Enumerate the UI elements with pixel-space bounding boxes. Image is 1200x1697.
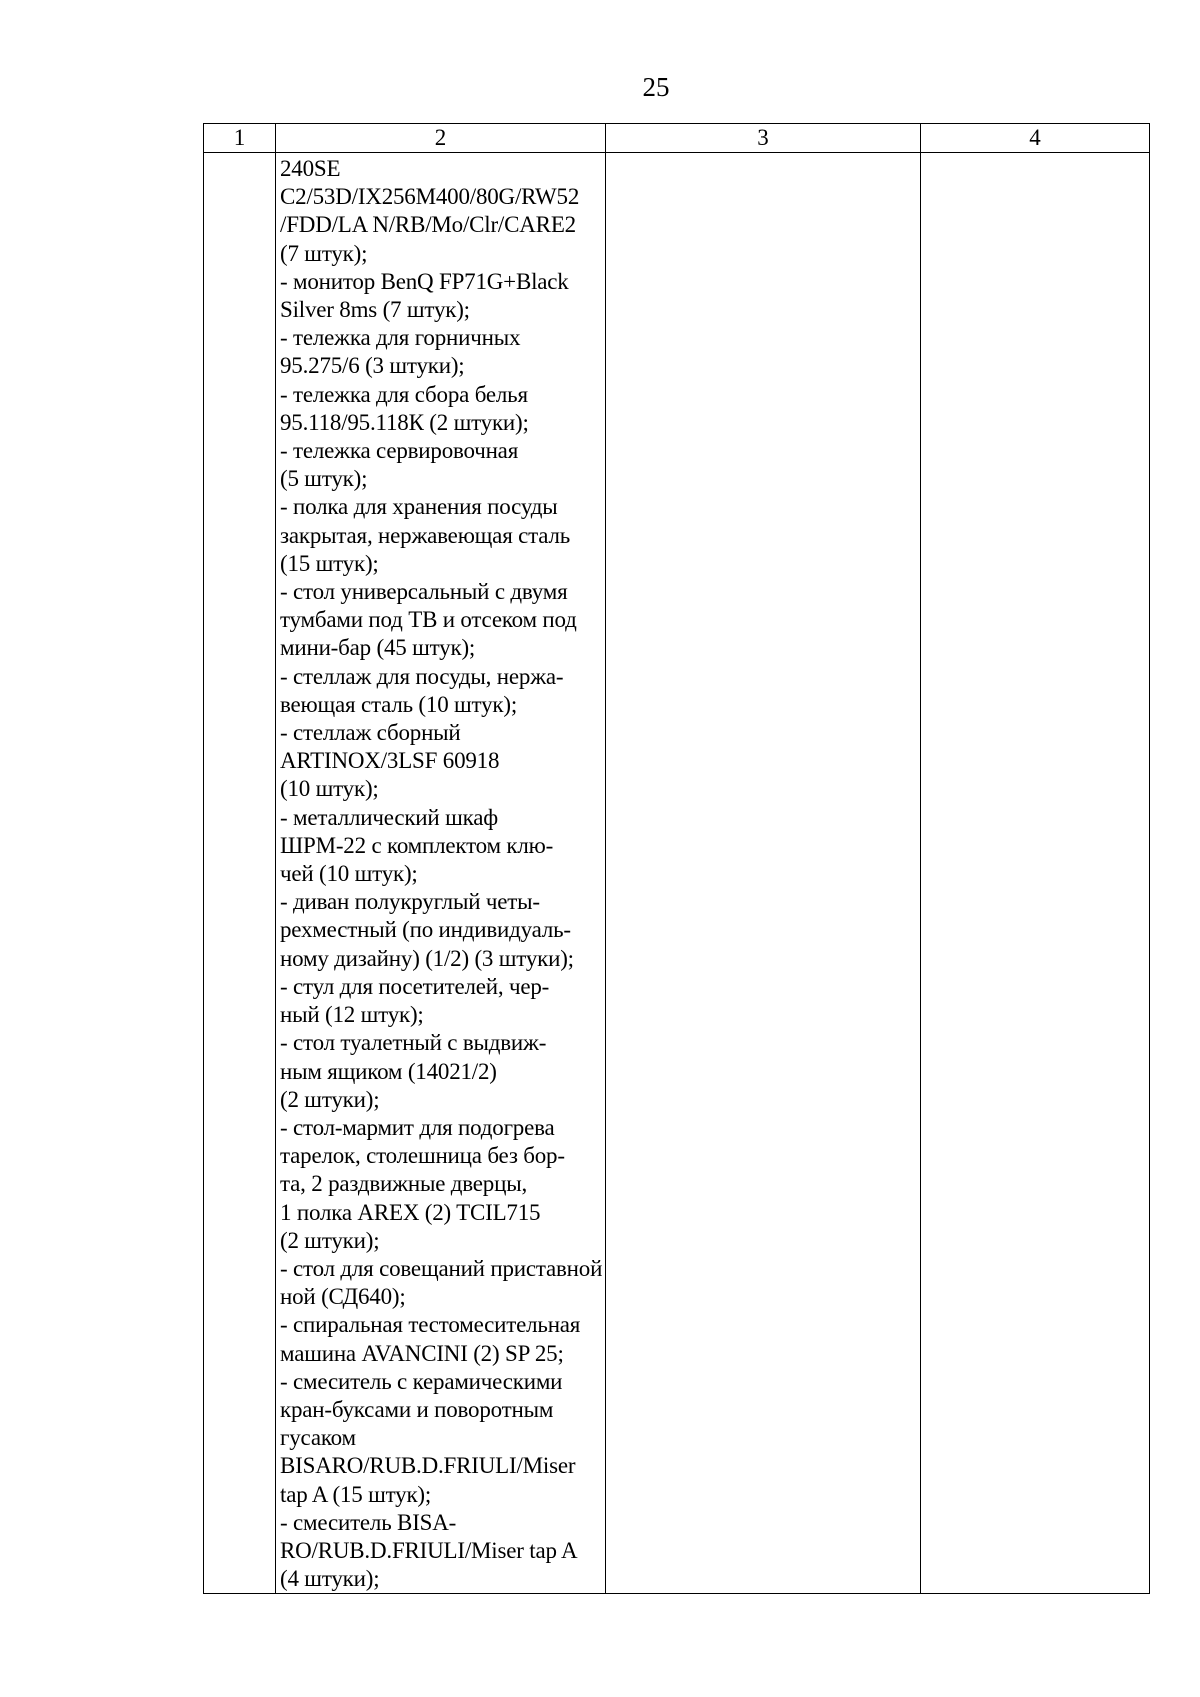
item-text-line: tap A (15 штук); bbox=[280, 1481, 432, 1507]
item-text-line: ному дизайну) (1/2) (3 штуки); bbox=[280, 945, 574, 971]
item-text-line: 95.275/6 (3 штуки); bbox=[280, 353, 465, 379]
header-cell-1: 1 bbox=[204, 124, 276, 153]
item-text-line: чей (10 штук); bbox=[280, 861, 418, 887]
item-text-line: (15 штук); bbox=[280, 550, 379, 576]
item-text-line: - смеситель с керамическими bbox=[280, 1368, 563, 1394]
item-text-line: закрытая, нержавеющая сталь bbox=[280, 522, 571, 548]
page-number: 25 bbox=[642, 72, 670, 102]
item-text-line: (2 штуки); bbox=[280, 1086, 380, 1112]
item-text-line: - стеллаж для посуды, нержа- bbox=[280, 663, 564, 689]
item-text-line: C2/53D/IX256M400/80G/RW52 bbox=[280, 184, 580, 210]
header-cell-2: 2 bbox=[276, 124, 606, 153]
equipment-table bbox=[203, 123, 1150, 1594]
cell-column-1 bbox=[204, 153, 276, 1594]
item-text-line: /FDD/LA N/RB/Mo/Clr/CARE2 bbox=[280, 212, 576, 238]
item-text-line: - тележка для сбора белья bbox=[280, 381, 528, 407]
item-text-line: 1 полка AREX (2) TCIL715 bbox=[280, 1199, 541, 1225]
item-text-line: ный (12 штук); bbox=[280, 1002, 424, 1028]
item-text-line: (2 штуки); bbox=[280, 1227, 380, 1253]
item-text-line: - тележка для горничных bbox=[280, 325, 521, 351]
item-text-line: - тележка сервировочная bbox=[280, 438, 519, 464]
item-text-line: RO/RUB.D.FRIULI/Miser tap A bbox=[280, 1537, 578, 1563]
item-text-line: - полка для хранения посуды bbox=[280, 494, 558, 520]
cell-column-3 bbox=[606, 153, 921, 1594]
item-text-line: (10 штук); bbox=[280, 776, 379, 802]
item-text-line: кран-буксами и поворотным bbox=[280, 1396, 554, 1422]
header-cell-4: 4 bbox=[921, 124, 1150, 153]
item-text-line: - стол для совещаний приставной bbox=[280, 1255, 603, 1281]
item-text-line: BISARO/RUB.D.FRIULI/Miser bbox=[280, 1453, 576, 1479]
item-text-line: рехместный (по индивидуаль- bbox=[280, 917, 571, 943]
item-text-line: ной (СД640); bbox=[280, 1284, 406, 1310]
item-text-line: (7 штук); bbox=[280, 240, 368, 266]
item-text-line: веющая сталь (10 штук); bbox=[280, 691, 518, 717]
item-text-line: ARTINOX/3LSF 60918 bbox=[280, 748, 500, 774]
table-row bbox=[204, 153, 1150, 1594]
item-text-line: - смеситель BISA- bbox=[280, 1509, 457, 1535]
item-text-line: - стул для посетителей, чер- bbox=[280, 973, 550, 999]
item-text-line: - стеллаж сборный bbox=[280, 720, 461, 746]
item-text-line: машина AVANCINI (2) SP 25; bbox=[280, 1340, 564, 1366]
item-text-line: - стол-мармит для подогрева bbox=[280, 1114, 555, 1140]
item-text-line: ным ящиком (14021/2) bbox=[280, 1058, 497, 1084]
cell-column-4 bbox=[921, 153, 1150, 1594]
item-text-line: (5 штук); bbox=[280, 466, 368, 492]
item-text-line: тарелок, столешница без бор- bbox=[280, 1143, 565, 1169]
item-text-line: мини-бар (45 штук); bbox=[280, 635, 476, 661]
item-text-line: (4 штуки); bbox=[280, 1566, 380, 1592]
cell-column-2-items bbox=[276, 153, 606, 1594]
item-text-line: - монитор BenQ FP71G+Black bbox=[280, 268, 569, 294]
table-header-row bbox=[204, 124, 1150, 153]
item-text-line: 95.118/95.118К (2 штуки); bbox=[280, 409, 529, 435]
item-text-line: - металлический шкаф bbox=[280, 804, 498, 830]
item-text-line: - спиральная тестомесительная bbox=[280, 1312, 581, 1338]
item-text-line: - стол туалетный с выдвиж- bbox=[280, 1030, 547, 1056]
header-cell-3: 3 bbox=[606, 124, 921, 153]
item-text-line: - диван полукруглый четы- bbox=[280, 889, 540, 915]
item-text-line: 240SE bbox=[280, 156, 341, 181]
item-text-line: - стол универсальный с двумя bbox=[280, 579, 568, 605]
item-text-line: Silver 8ms (7 штук); bbox=[280, 297, 470, 323]
item-text-line: тумбами под ТВ и отсеком под bbox=[280, 607, 577, 633]
item-text-line: та, 2 раздвижные дверцы, bbox=[280, 1171, 527, 1197]
item-text-line: гусаком bbox=[280, 1425, 356, 1451]
item-text-line: ШРМ-22 с комплектом клю- bbox=[280, 832, 554, 858]
